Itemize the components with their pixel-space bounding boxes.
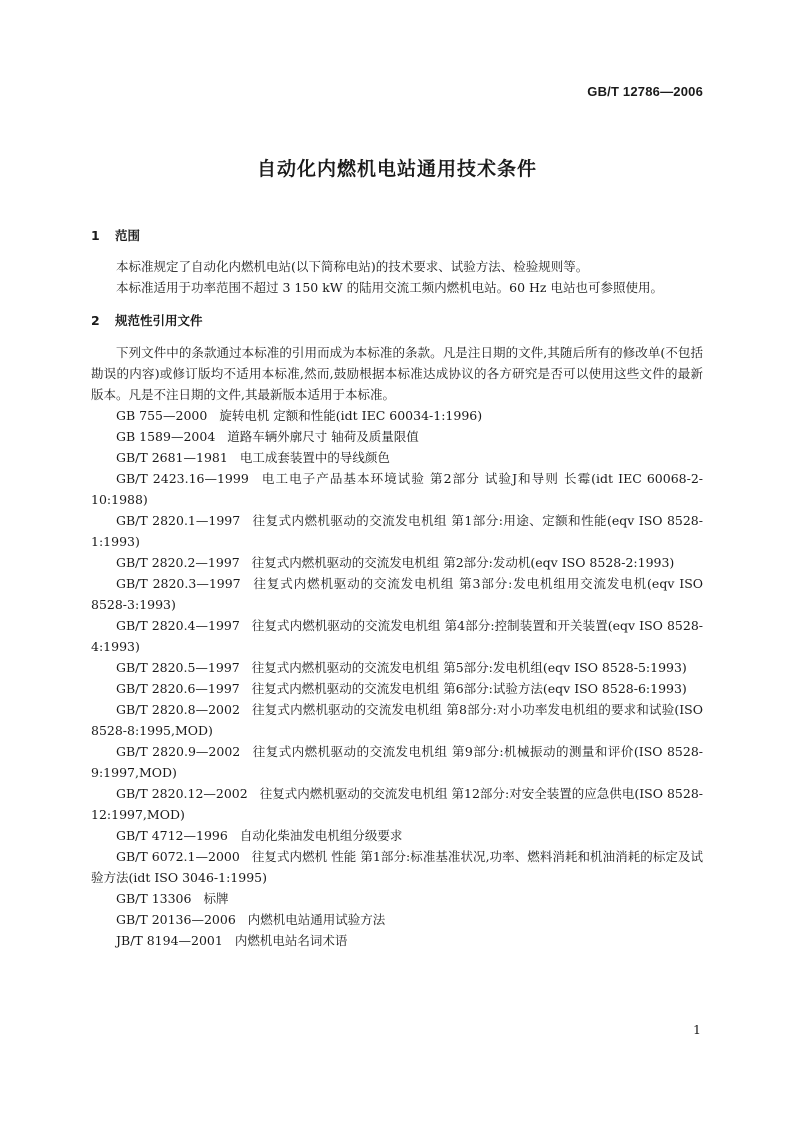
reference-item [91,510,703,552]
reference-title: 内燃机电站通用试验方法 [247,912,386,927]
reference-title: 往复式内燃机驱动的交流发电机组 第5部分:发电机组(eqv ISO 8528-5:1993) [251,660,687,675]
section-title: 范围 [115,228,141,243]
reference-item [91,783,703,825]
reference-code: GB/T 20136—2006 [116,912,236,927]
page-number: 1 [693,1022,701,1037]
reference-title: 电工电子产品基本环境试验 第2部分 试验J和导则 长霉(idt IEC 60068-2-10:1988) [91,471,703,507]
reference-code: GB/T 4712—1996 [116,828,228,843]
reference-item [91,930,703,951]
reference-title: 往复式内燃机驱动的交流发电机组 第8部分:对小功率发电机组的要求和试验(ISO 8528-8:1995,MOD) [91,702,703,738]
reference-code: GB/T 2820.9—2002 [116,744,241,759]
reference-title: 旋转电机 定额和性能(idt IEC 60034-1:1996) [219,408,483,423]
reference-item [91,909,703,930]
reference-title: 往复式内燃机驱动的交流发电机组 第4部分:控制装置和开关装置(eqv ISO 8528-4:1993) [91,618,703,654]
reference-title: 道路车辆外廓尺寸 轴荷及质量限值 [227,429,419,444]
reference-code: GB/T 2820.12—2002 [116,786,248,801]
reference-item [91,741,703,783]
reference-code: GB/T 2820.8—2002 [116,702,240,717]
reference-title: 往复式内燃机驱动的交流发电机组 第2部分:发动机(eqv ISO 8528-2:1993) [251,555,675,570]
references-intro-paragraph: 下列文件中的条款通过本标准的引用而成为本标准的条款。凡是注日期的文件,其随后所有的修改单(不包括勘误的内容)或修订版均不适用本标准,然而,鼓励根据本标准达成协议的各方研究是否可以使用这些文件的最新版本。凡是不注日期的文件,其最新版本适用于本标准。 [91,345,703,402]
scope-paragraph-1: 本标准规定了自动化内燃机电站(以下简称电站)的技术要求、试验方法、检验规则等。 [116,259,589,274]
section-heading-normative-references [91,311,203,329]
reference-title: 往复式内燃机驱动的交流发电机组 第12部分:对安全装置的应急供电(ISO 8528-12:1997,MOD) [91,786,703,822]
reference-item [91,888,703,909]
reference-code: GB/T 2820.2—1997 [116,555,240,570]
reference-title: 自动化柴油发电机组分级要求 [239,828,403,843]
reference-item [91,468,703,510]
section-heading-scope [91,226,140,244]
reference-item [91,426,703,447]
reference-title: 往复式内燃机驱动的交流发电机组 第3部分:发电机组用交流发电机(eqv ISO 8528-3:1993) [91,576,704,612]
reference-item [91,825,703,846]
reference-code: GB/T 2820.4—1997 [116,618,240,633]
reference-item [91,552,703,573]
reference-code: GB/T 2681—1981 [116,450,228,465]
reference-code: GB/T 13306 [116,891,192,906]
reference-item [91,405,703,426]
section-number: 1 [91,228,100,243]
reference-code: GB/T 2423.16—1999 [116,471,249,486]
reference-item [91,573,703,615]
reference-title: 往复式内燃机驱动的交流发电机组 第6部分:试验方法(eqv ISO 8528-6:1993) [251,681,687,696]
reference-item [91,846,703,888]
reference-title: 电工成套装置中的导线颜色 [239,450,390,465]
reference-code: GB/T 6072.1—2000 [116,849,240,864]
reference-title: 往复式内燃机驱动的交流发电机组 第9部分:机械振动的测量和评价(ISO 8528-9:1997,MOD) [91,744,703,780]
reference-code: GB 1589—2004 [116,429,216,444]
reference-code: GB/T 2820.5—1997 [116,660,240,675]
scope-paragraph-2: 本标准适用于功率范围不超过 3 150 kW 的陆用交流工频内燃机电站。60 Hz 电站也可参照使用。 [116,280,663,295]
reference-code: JB/T 8194—2001 [116,933,223,948]
reference-code: GB 755—2000 [116,408,208,423]
reference-list [91,405,703,951]
reference-item [91,657,703,678]
reference-title: 内燃机电站名词术语 [234,933,348,948]
reference-code: GB/T 2820.6—1997 [116,681,240,696]
reference-item [91,615,703,657]
reference-code: GB/T 2820.1—1997 [116,513,241,528]
reference-title: 往复式内燃机驱动的交流发电机组 第1部分:用途、定额和性能(eqv ISO 8528-1:1993) [91,513,703,549]
reference-item [91,699,703,741]
reference-item [91,678,703,699]
document-title: 自动化内燃机电站通用技术条件 [256,158,537,180]
standard-code: GB/T 12786—2006 [587,84,703,99]
reference-title: 往复式内燃机 性能 第1部分:标准基准状况,功率、燃料消耗和机油消耗的标定及试验方法(idt ISO 3046-1:1995) [91,849,703,885]
reference-code: GB/T 2820.3—1997 [116,576,241,591]
reference-item [91,447,703,468]
section-title: 规范性引用文件 [115,313,203,328]
reference-title: 标牌 [203,891,229,906]
section-number: 2 [91,313,100,328]
